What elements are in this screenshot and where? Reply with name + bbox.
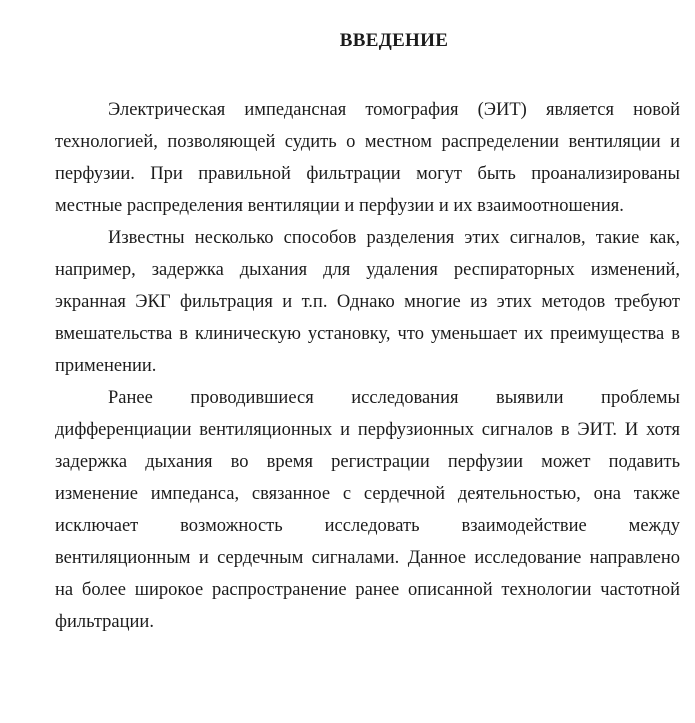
text-line: на более широкое распространение ранее описанной технологии частотной: [55, 580, 680, 600]
text-line: Ранее проводившиеся исследования выявили проблемы: [108, 388, 680, 408]
text-line: вентиляционным и сердечным сигналами. Данное исследование направлено: [55, 548, 680, 568]
text-line: дифференциации вентиляционных и перфузионных сигналов в ЭИТ. И хотя: [55, 420, 680, 440]
text-line: экранная ЭКГ фильтрация и т.п. Однако многие из этих методов требуют: [55, 292, 680, 312]
text-line: исключает возможность исследовать взаимодействие между: [55, 516, 680, 536]
text-line: местные распределения вентиляции и перфузии и их взаимоотношения.: [55, 196, 624, 216]
text-line: задержка дыхания во время регистрации перфузии может подавить: [55, 452, 680, 472]
paragraph: [55, 94, 680, 222]
text-line: вмешательства в клиническую установку, что уменьшает их преимущества в: [55, 324, 680, 344]
text-line: технологией, позволяющей судить о местном распределении вентиляции и: [55, 132, 680, 152]
paragraph: [55, 382, 680, 638]
text-line: перфузии. При правильной фильтрации могут быть проанализированы: [55, 164, 680, 184]
paragraph: [55, 222, 680, 382]
page-title: ВВЕДЕНИЕ: [339, 30, 449, 51]
text-line: применении.: [55, 356, 157, 376]
document-body: [55, 94, 680, 638]
text-line: Электрическая импедансная томография (ЭИТ) является новой: [108, 100, 680, 120]
text-line: Известны несколько способов разделения этих сигналов, такие как,: [108, 228, 680, 248]
text-line: например, задержка дыхания для удаления респираторных изменений,: [55, 260, 680, 280]
text-line: изменение импеданса, связанное с сердечной деятельностью, она также: [55, 484, 680, 504]
text-line: фильтрации.: [55, 612, 154, 632]
